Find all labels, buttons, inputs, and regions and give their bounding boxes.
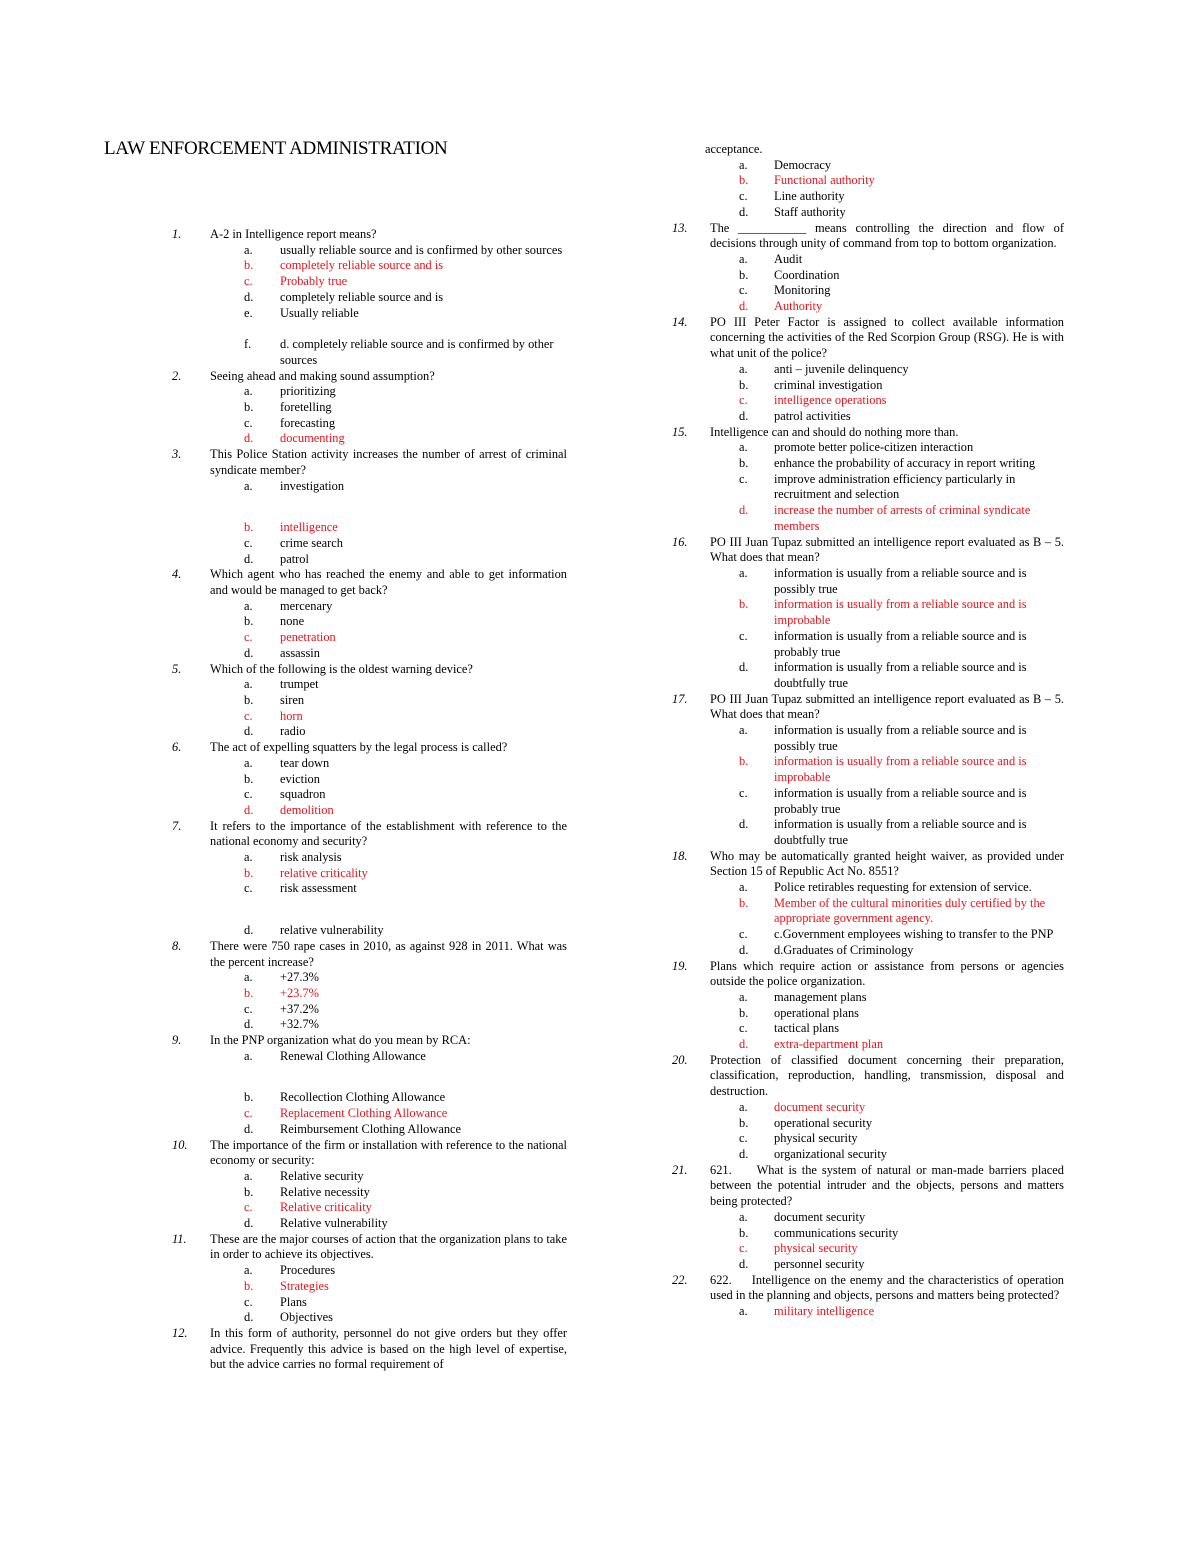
question-number: 12. (172, 1326, 188, 1340)
option-d: d. information is usually from a reliable source and is doubtfully true (739, 660, 1027, 690)
option-d: d. patrol (244, 551, 309, 566)
option-b-answer: b. intelligence (244, 520, 338, 535)
question-stem: There were 750 rape cases in 2010, as against 928 in 2011. What was the percent increase? (210, 938, 567, 969)
question-number: 1. (172, 227, 182, 241)
option-b: b. Relative necessity (244, 1184, 370, 1199)
option-c: c. physical security (739, 1131, 858, 1146)
question-number: 10. (172, 1137, 188, 1152)
question-number: 19. (672, 958, 688, 973)
option-c-answer: c. Replacement Clothing Allowance (244, 1106, 448, 1121)
question-number: 7. (172, 818, 182, 833)
question-number: 18. (672, 848, 688, 863)
option-c: c. risk assessment (244, 881, 357, 896)
option-a: a. promote better police-citizen interaction (739, 440, 974, 455)
question-stem: Intelligence can and should do nothing more than. (710, 424, 959, 439)
question-stem: A-2 in Intelligence report means? (210, 227, 377, 241)
option-c: c. +37.2% (244, 1001, 319, 1016)
option-a-answer: a. document security (739, 1099, 866, 1114)
option-f: f. d. completely reliable source and is confirmed by other sources (244, 337, 554, 367)
option-d-answer: d. increase the number of arrests of criminal syndicate members (739, 503, 1031, 533)
option-a: a. information is usually from a reliable source and is possibly true (739, 723, 1027, 753)
option-a-answer: a. military intelligence (739, 1304, 875, 1319)
question-2 (172, 369, 567, 385)
option-a: a. prioritizing (244, 384, 336, 399)
question-stem: Protection of classified document concerning their preparation, classification, reproduction, handling, transmission, disposal and destruction. (710, 1052, 1064, 1099)
question-12 (172, 1326, 567, 1373)
question-stem: PO III Peter Factor is assigned to collect available information concerning the activities of the Red Scorpion Group (RSG). He is with what unit of the police? (710, 314, 1064, 361)
right-column (672, 142, 1068, 1320)
option-c: c. information is usually from a reliable source and is probably true (739, 628, 1027, 659)
question-number: 3. (172, 447, 182, 462)
option-b-answer: b. information is usually from a reliable source and is improbable (739, 597, 1027, 628)
question-stem: This Police Station activity increases the number of arrest of criminal syndicate member? (210, 447, 567, 477)
option-b-answer: b. relative criticality (244, 865, 368, 880)
option-c: c. tactical plans (739, 1021, 840, 1036)
option-d-answer: d. documenting (244, 431, 345, 446)
option-b: b. criminal investigation (739, 377, 883, 392)
option-c-answer: c. physical security (739, 1241, 858, 1256)
option-b-answer: b. +23.7% (244, 985, 319, 1000)
option-b: b. operational plans (739, 1005, 859, 1020)
question-stem: The act of expelling squatters by the legal process is called? (210, 740, 508, 755)
page-title: LAW ENFORCEMENT ADMINISTRATION (104, 138, 448, 159)
question-number: 16. (672, 534, 688, 549)
question-stem: 622. Intelligence on the enemy and the characteristics of operation used in the planning and objects, persons and matters being protected? (710, 1272, 1068, 1303)
question-number: 2. (172, 368, 182, 383)
question-21 (672, 1162, 1068, 1210)
question-stem: The ___________ means controlling the direction and flow of decisions through unity of command from top to bottom organization. (710, 220, 1064, 251)
option-b: b. foretelling (244, 400, 332, 415)
question-stem: The importance of the firm or installation with reference to the national economy or security: (210, 1137, 567, 1168)
option-c: c. squadron (244, 787, 326, 802)
option-c-answer: c. Probably true (244, 274, 348, 289)
option-a: a. Procedures (244, 1263, 336, 1278)
option-b-answer: b. Strategies (244, 1278, 329, 1293)
question-stem: 621. What is the system of natural or man-made barriers placed between the potential intruder and the objects, persons and matters being protected? (710, 1162, 1068, 1209)
question-12-stem-continued: acceptance. (705, 142, 763, 156)
question-number: 17. (672, 691, 688, 706)
question-number: 15. (672, 424, 688, 439)
option-b: b. none (244, 614, 305, 629)
option-e: e. Usually reliable (244, 305, 359, 320)
option-b: b. Recollection Clothing Allowance (244, 1090, 446, 1105)
question-stem: PO III Juan Tupaz submitted an intelligence report evaluated as B – 5. What does that mean? (710, 691, 1064, 722)
option-a: a. risk analysis (244, 850, 342, 865)
question-7 (172, 819, 567, 850)
option-c: c. forecasting (244, 415, 336, 430)
option-c: c. Line authority (739, 189, 845, 204)
option-a: a. Democracy (739, 157, 832, 172)
question-stem: Which agent who has reached the enemy and able to get information and would be managed to get back? (210, 567, 567, 598)
question-9 (172, 1033, 567, 1049)
question-number: 11. (172, 1231, 187, 1246)
question-stem: It refers to the importance of the establishment with reference to the national economy and security? (210, 818, 567, 849)
question-11 (172, 1232, 567, 1263)
question-number: 13. (672, 220, 688, 235)
question-number: 5. (172, 661, 182, 676)
question-number: 22. (672, 1272, 688, 1287)
option-b: b. enhance the probability of accuracy in report writing (739, 456, 1036, 471)
option-d: d. assassin (244, 645, 320, 660)
question-number: 14. (672, 314, 688, 329)
option-b-answer: b. Member of the cultural minorities duly certified by the appropriate government agency. (739, 895, 1046, 926)
question-stem: Which of the following is the oldest warning device? (210, 661, 473, 676)
question-number: 20. (672, 1052, 688, 1067)
option-d: d. personnel security (739, 1256, 865, 1271)
option-d-answer: d. Authority (739, 299, 823, 314)
option-a: a. mercenary (244, 598, 333, 613)
option-c-answer: c. horn (244, 708, 303, 723)
option-b: b. siren (244, 692, 305, 707)
question-20 (672, 1053, 1064, 1100)
question-number: 4. (172, 567, 182, 582)
option-d: d. Relative vulnerability (244, 1216, 388, 1231)
option-c-answer: c. Relative criticality (244, 1200, 372, 1215)
question-15 (672, 425, 1064, 441)
question-number: 6. (172, 740, 182, 755)
option-b: b. eviction (244, 771, 320, 786)
option-c: c. c.Government employees wishing to transfer to the PNP (739, 927, 1054, 942)
option-c-answer: c. intelligence operations (739, 393, 887, 408)
question-stem: In this form of authority, personnel do not give orders but they offer advice. Frequently this advice is based on the high level of expertise, but the advice carries no formal requirement of (210, 1326, 567, 1372)
left-column (172, 227, 567, 1373)
option-a: a. Audit (739, 251, 803, 266)
option-a: a. tear down (244, 755, 330, 770)
option-c-answer: c. penetration (244, 630, 336, 645)
question-6 (172, 740, 567, 756)
question-stem: In the PNP organization what do you mean by RCA: (210, 1033, 471, 1048)
option-b: b. Coordination (739, 267, 840, 282)
question-8 (172, 939, 567, 970)
option-a: a. Renewal Clothing Allowance (244, 1048, 426, 1063)
option-a: a. Police retirables requesting for extension of service. (739, 880, 1032, 895)
option-c: c. information is usually from a reliable source and is probably true (739, 785, 1027, 816)
question-5 (172, 662, 567, 678)
option-b-answer: b. Functional authority (739, 173, 875, 188)
option-c: c. improve administration efficiency particularly in recruitment and selection (739, 471, 1016, 502)
question-number: 9. (172, 1033, 182, 1048)
question-stem: These are the major courses of action that the organization plans to take in order to achieve its objectives. (210, 1231, 567, 1262)
option-d: d. organizational security (739, 1147, 887, 1161)
option-d-answer: d. demolition (244, 802, 334, 817)
question-stem: Plans which require action or assistance from persons or agencies outside the police organization. (710, 958, 1064, 989)
question-18 (672, 849, 1064, 880)
option-a: a. usually reliable source and is confirmed by other sources (244, 242, 563, 257)
question-22 (672, 1272, 1068, 1304)
option-d: d. completely reliable source and is (244, 289, 444, 304)
option-a: a. document security (739, 1209, 866, 1224)
question-1 (172, 227, 567, 243)
option-a: a. Relative security (244, 1168, 364, 1183)
option-a: a. information is usually from a reliable source and is possibly true (739, 565, 1027, 596)
option-d: d. d.Graduates of Criminology (739, 942, 914, 957)
question-13 (672, 221, 1064, 252)
question-3 (172, 447, 567, 478)
option-a: a. anti – juvenile delinquency (739, 361, 909, 376)
option-c: c. crime search (244, 535, 343, 550)
option-b-answer: b. information is usually from a reliable source and is improbable (739, 754, 1027, 785)
option-b: b. operational security (739, 1115, 873, 1130)
option-d: d. Reimbursement Clothing Allowance (244, 1121, 462, 1136)
question-10 (172, 1138, 567, 1169)
option-a: a. trumpet (244, 677, 319, 692)
question-16 (672, 535, 1064, 566)
option-c: c. Plans (244, 1294, 307, 1309)
option-b: b. communications security (739, 1225, 899, 1240)
question-stem: PO III Juan Tupaz submitted an intelligence report evaluated as B – 5. What does that mean? (710, 534, 1064, 565)
question-14 (672, 315, 1064, 362)
option-b-answer: b. completely reliable source and is (244, 258, 444, 273)
question-19 (672, 959, 1064, 990)
option-a: a. +27.3% (244, 970, 319, 985)
option-d: d. patrol activities (739, 408, 851, 423)
option-d: d. information is usually from a reliable source and is doubtfully true (739, 817, 1027, 847)
question-number: 21. (672, 1162, 688, 1177)
option-d: d. Objectives (244, 1310, 333, 1325)
question-17 (672, 692, 1064, 723)
option-d: d. relative vulnerability (244, 923, 384, 938)
question-stem: Seeing ahead and making sound assumption? (210, 368, 435, 383)
option-d: d. Staff authority (739, 204, 846, 219)
option-a: a. management plans (739, 989, 867, 1004)
question-stem: Who may be automatically granted height waiver, as provided under Section 15 of Republic Act No. 8551? (710, 848, 1064, 879)
question-4 (172, 567, 567, 598)
option-d-answer: d. extra-department plan (739, 1037, 884, 1052)
option-d: d. radio (244, 724, 306, 739)
option-c: c. Monitoring (739, 283, 831, 298)
option-d: d. +32.7% (244, 1017, 319, 1032)
question-number: 8. (172, 938, 182, 953)
option-a: a. investigation (244, 478, 345, 493)
